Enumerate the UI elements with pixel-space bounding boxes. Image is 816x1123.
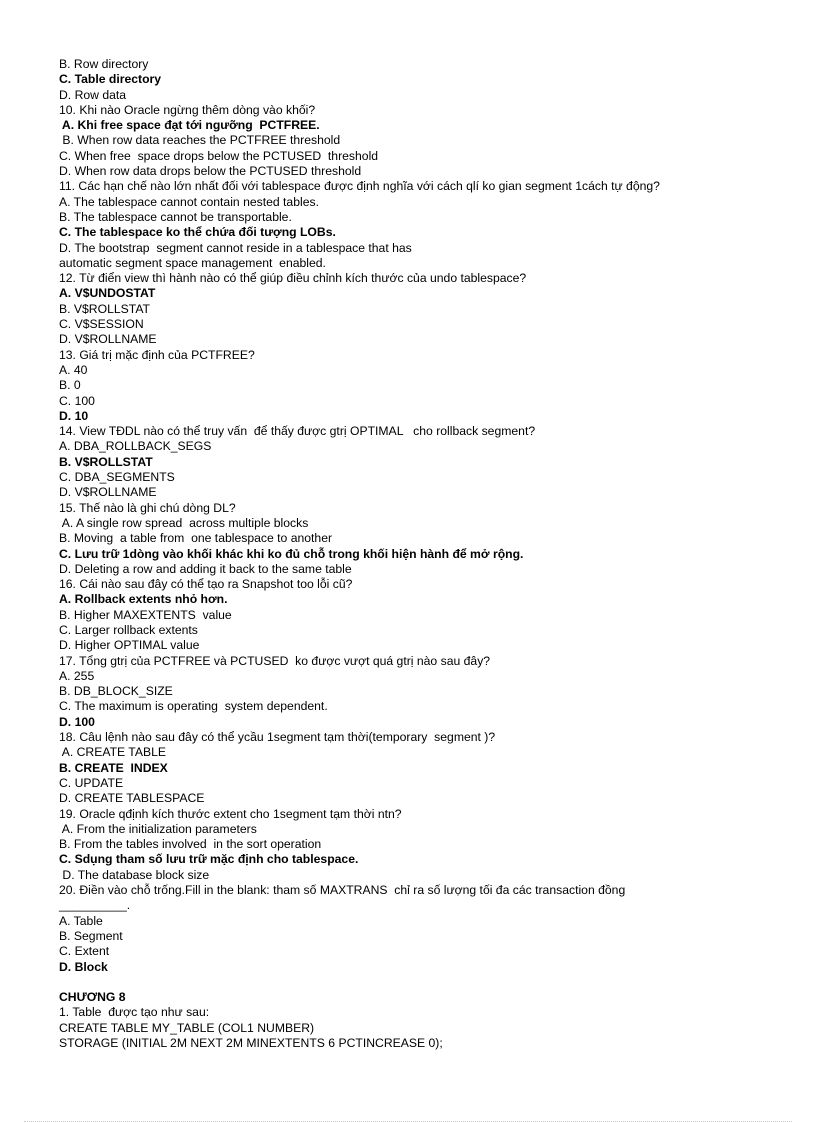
text-line: B. From the tables involved in the sort operation xyxy=(59,837,322,852)
answer-line: A. V$UNDOSTAT xyxy=(59,286,156,301)
text-line: 10. Khi nào Oracle ngừng thêm dòng vào khối? xyxy=(59,102,316,117)
text-line: C. V$SESSION xyxy=(59,317,144,332)
text-line: 13. Giá trị mặc định của PCTFREE? xyxy=(59,347,255,362)
answer-line: C. Sdụng tham số lưu trữ mặc định cho tablespace. xyxy=(59,852,359,867)
text-line: C. The maximum is operating system dependent. xyxy=(59,699,328,714)
text-line: D. CREATE TABLESPACE xyxy=(59,791,205,806)
text-line: 11. Các hạn chế nào lớn nhất đối với tablespace được định nghĩa với cách qlí ko gian segment 1cách tự động? xyxy=(59,179,660,194)
answer-line: A. Khi free space đạt tới ngưỡng PCTFREE. xyxy=(59,118,320,133)
answer-line: D. 10 xyxy=(59,408,89,423)
answer-line: D. Block xyxy=(59,959,108,974)
answer-line: C. Table directory xyxy=(59,72,162,87)
answer-line: B. V$ROLLSTAT xyxy=(59,454,153,469)
text-line: 20. Điền vào chỗ trống.Fill in the blank: tham số MAXTRANS chỉ ra số lượng tối đa các transaction đồng xyxy=(59,883,626,898)
text-line: D. The bootstrap segment cannot reside in a tablespace that has xyxy=(59,240,412,255)
text-line: C. When free space drops below the PCTUSED threshold xyxy=(59,148,379,163)
text-line: C. DBA_SEGMENTS xyxy=(59,470,175,485)
text-line: D. V$ROLLNAME xyxy=(59,332,157,347)
text-line: 18. Câu lệnh nào sau đây có thể ycầu 1segment tạm thời(temporary segment )? xyxy=(59,730,496,745)
answer-line: B. CREATE INDEX xyxy=(59,760,168,775)
text-line: C. UPDATE xyxy=(59,775,124,790)
text-line: D. The database block size xyxy=(59,867,210,882)
text-line: B. Higher MAXEXTENTS value xyxy=(59,607,232,622)
text-line: C. 100 xyxy=(59,393,95,408)
text-line: 1. Table được tạo như sau: xyxy=(59,1005,210,1020)
text-line: B. When row data reaches the PCTFREE threshold xyxy=(59,133,341,148)
answer-line: C. The tablespace ko thể chứa đối tượng LOBs. xyxy=(59,225,336,240)
text-line: C. Larger rollback extents xyxy=(59,622,198,637)
answer-line: C. Lưu trữ 1dòng vào khối khác khi ko đủ chỗ trong khối hiện hành để mở rộng. xyxy=(59,546,524,561)
text-line: A. The tablespace cannot contain nested tables. xyxy=(59,194,319,209)
text-line: A. 255 xyxy=(59,668,95,683)
text-line: 14. View TĐDL nào có thể truy vấn để thấy được gtrị OPTIMAL cho rollback segment? xyxy=(59,424,536,439)
blank-line xyxy=(59,975,799,990)
text-line: CREATE TABLE MY_TABLE (COL1 NUMBER) xyxy=(59,1020,315,1035)
text-line: D. When row data drops below the PCTUSED threshold xyxy=(59,164,362,179)
text-line: C. Extent xyxy=(59,944,110,959)
text-line: A. DBA_ROLLBACK_SEGS xyxy=(59,439,212,454)
text-line: B. Moving a table from one tablespace to another xyxy=(59,531,333,546)
text-line: B. The tablespace cannot be transportable. xyxy=(59,209,292,224)
page-bottom-divider xyxy=(24,1121,792,1122)
text-line: D. Deleting a row and adding it back to the same table xyxy=(59,561,352,576)
text-line: D. Row data xyxy=(59,87,127,102)
text-line: 12. Từ điển view thì hành nào có thể giúp điều chỉnh kích thước của undo tablespace? xyxy=(59,271,527,286)
text-line: 16. Cái nào sau đây có thể tạo ra Snapshot too lỗi cũ? xyxy=(59,577,353,592)
text-line: B. 0 xyxy=(59,378,81,393)
text-line: STORAGE (INITIAL 2M NEXT 2M MINEXTENTS 6 PCTINCREASE 0); xyxy=(59,1036,443,1050)
text-line: B. Segment xyxy=(59,928,123,943)
text-line: B. Row directory xyxy=(59,57,149,71)
text-line: D. Higher OPTIMAL value xyxy=(59,638,200,653)
text-line: D. V$ROLLNAME xyxy=(59,485,157,500)
text-line: 17. Tổng gtrị của PCTFREE và PCTUSED ko được vượt quá gtrị nào sau đây? xyxy=(59,653,491,668)
answer-line: D. 100 xyxy=(59,714,95,729)
text-line: A. From the initialization parameters xyxy=(59,821,257,836)
text-line: automatic segment space management enabled. xyxy=(59,255,326,270)
text-line: 19. Oracle qđịnh kích thước extent cho 1segment tạm thời ntn? xyxy=(59,806,402,821)
text-line: B. V$ROLLSTAT xyxy=(59,301,150,316)
text-line: 15. Thế nào là ghi chú dòng DL? xyxy=(59,500,236,515)
text-line: A. A single row spread across multiple blocks xyxy=(59,515,309,530)
answer-line: CHƯƠNG 8 xyxy=(59,990,126,1005)
text-line: B. DB_BLOCK_SIZE xyxy=(59,684,173,699)
answer-line: A. Rollback extents nhỏ hơn. xyxy=(59,592,228,607)
text-line: __________. xyxy=(59,898,131,913)
document-body xyxy=(59,57,799,1051)
text-line: A. CREATE TABLE xyxy=(59,745,167,760)
text-line: A. Table xyxy=(59,913,103,928)
text-line: A. 40 xyxy=(59,362,88,377)
